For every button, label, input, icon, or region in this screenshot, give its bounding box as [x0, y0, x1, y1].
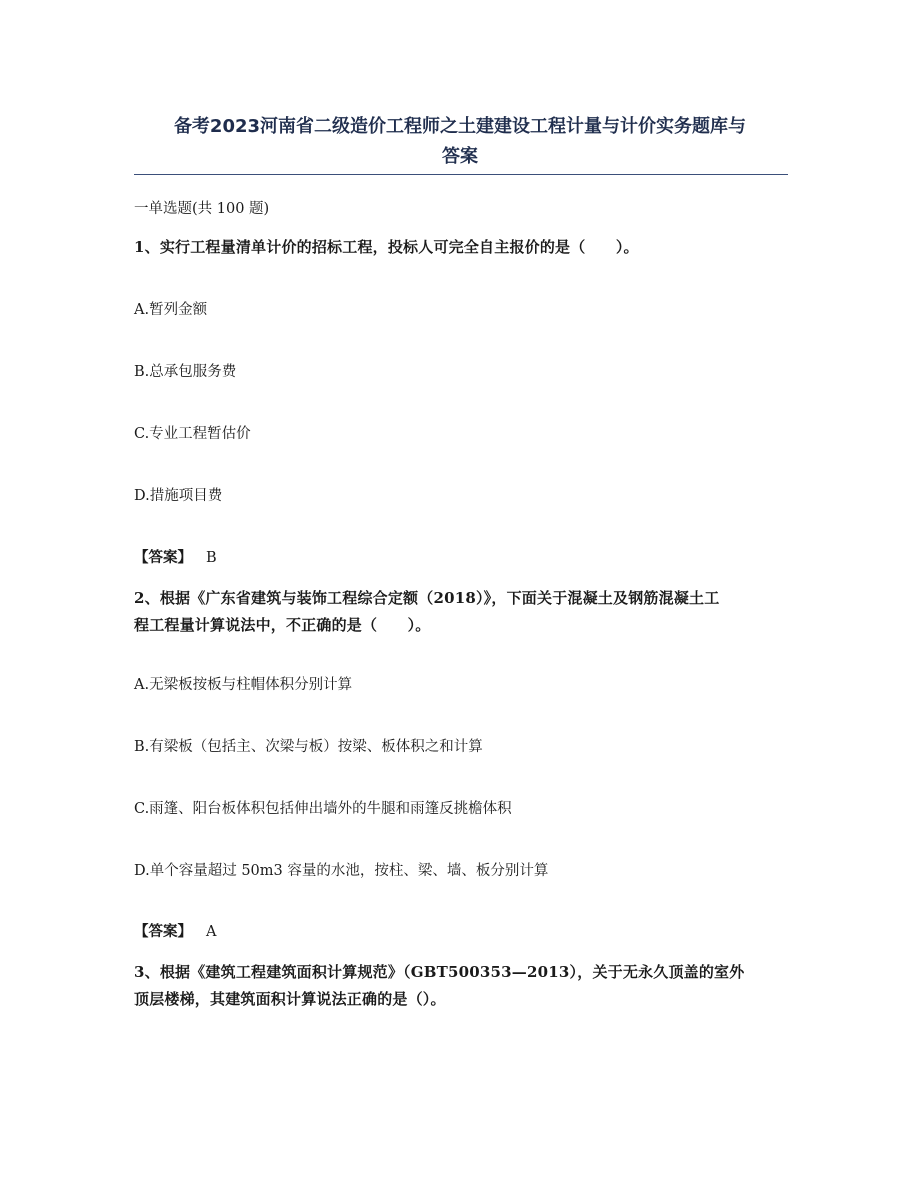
question-2-option-a: A.无梁板按板与柱帽体积分别计算: [134, 677, 353, 693]
question-1-option-d: D.措施项目费: [134, 488, 223, 504]
title-line-2: 答案: [442, 146, 478, 167]
answer-label: 【答案】: [134, 549, 192, 566]
document-title: [120, 112, 800, 172]
question-1-option-c: C.专业工程暂估价: [134, 426, 251, 442]
question-3-text-line-2: 顶层楼梯，其建筑面积计算说法正确的是（）。: [134, 990, 446, 1008]
question-1-option-a: A.暂列金额: [134, 302, 208, 318]
question-1-text: 1、实行工程量清单计价的招标工程，投标人可完全自主报价的是（ ）。: [134, 238, 639, 256]
section-header: 一单选题(共 100 题): [134, 201, 270, 217]
title-divider: [134, 174, 788, 175]
answer-value: B: [206, 550, 217, 566]
question-2-option-b: B.有梁板（包括主、次梁与板）按梁、板体积之和计算: [134, 739, 483, 755]
title-line-1: 备考2023河南省二级造价工程师之土建建设工程计量与计价实务题库与: [173, 116, 747, 137]
answer-label: 【答案】: [134, 923, 192, 940]
question-2-option-d: D.单个容量超过 50m3 容量的水池，按柱、梁、墙、板分别计算: [134, 863, 549, 879]
question-2-answer: [134, 917, 788, 947]
question-2-text-line-1: 2、根据《广东省建筑与装饰工程综合定额（2018）》，下面关于混凝土及钢筋混凝土工: [134, 589, 720, 607]
question-2-text-line-2: 程工程量计算说法中，不正确的是（ ）。: [134, 616, 431, 634]
question-1-option-b: B.总承包服务费: [134, 364, 237, 380]
question-3-text-line-1: 3、根据《建筑工程建筑面积计算规范》（GBT500353—2013），关于无永久顶盖的室外: [134, 963, 745, 981]
question-2-option-c: C.雨篷、阳台板体积包括伸出墙外的牛腿和雨篷反挑檐体积: [134, 801, 512, 817]
question-1-answer: [134, 543, 788, 573]
answer-value: A: [206, 924, 217, 940]
